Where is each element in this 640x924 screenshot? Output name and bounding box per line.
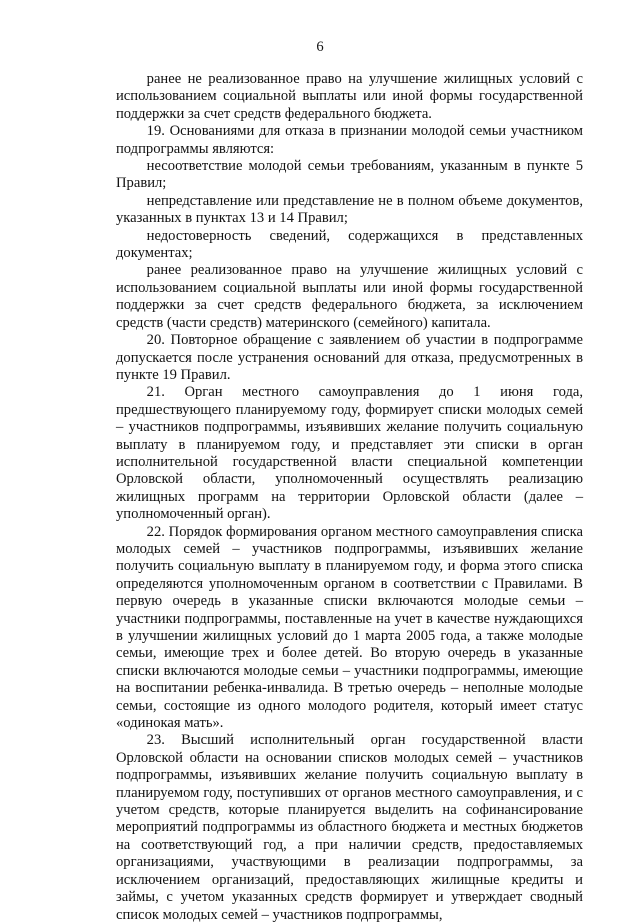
paragraph-prior-right-realized: ранее реализованное право на улучшение жилищных условий с использованием социальной выплаты или иной формы государственной поддержки за счет средств федерального бюджета, за исключением средств (части средств) материнского (семейного) капитала. (116, 262, 583, 331)
paragraph-item-19-refusal-grounds: 19. Основаниями для отказа в признании молодой семьи участником подпрограммы являются: (116, 123, 583, 157)
page-number: 6 (316, 39, 324, 55)
paragraph-prior-right-unrealized: ранее не реализованное право на улучшение жилищных условий с использованием социальной выплаты или иной формы государственной поддержки за счет средств федерального бюджета. (116, 71, 583, 122)
document-body (116, 71, 583, 924)
paragraph-unreliable-information: недостоверность сведений, содержащихся в представленных документах; (116, 227, 583, 262)
paragraph-item-23-consolidated-list: 23. Высший исполнительный орган государственной власти Орловской области на основании списков молодых семей – участников подпрограммы, изъявивших желание получить социальную выплату в планируемом году, поступивших от органов местного самоуправления, и с учетом средств, которые планируется выделить на софинансирование мероприятий подпрограммы из областного бюджета и местных бюджетов на соответствующий год, а при наличии средств, предоставляемых организациями, участвующими в реализации подпрограммы, за исключением организаций, предоставляющих жилищные кредиты и займы, с учетом указанных средств формирует и утверждает сводный список молодых семей – участников подпрограммы, (116, 732, 583, 923)
paragraph-item-21-lists-formation: 21. Орган местного самоуправления до 1 июня года, предшествующего планируемому году, формирует списки молодых семей – участников подпрограммы, изъявивших желание получить социальную выплату в планируемом году, и представляет эти списки в орган исполнительной государственной власти специальной компетенции Орловской области, уполномоченный осуществлять реализацию жилищных программ на территории Орловской области (далее – уполномоченный орган). (116, 384, 583, 523)
paragraph-documents-not-submitted: непредставление или представление не в полном объеме документов, указанных в пунктах 13 и 14 Правил; (116, 192, 583, 227)
paragraph-noncompliance-requirements: несоответствие молодой семьи требованиям, указанным в пункте 5 Правил; (116, 158, 583, 192)
paragraph-item-22-list-procedure: 22. Порядок формирования органом местного самоуправления списка молодых семей – участников подпрограммы, изъявивших желание получить социальную выплату в планируемом году, и форма этого списка определяются уполномоченным органом в соответствии с Правилами. В первую очередь в указанные списки включаются молодые семьи – участники подпрограммы, поставленные на учет в качестве нуждающихся в улучшении жилищных условий до 1 марта 2005 года, а также молодые семьи, имеющие трех и более детей. Во вторую очередь в указанные списки включаются молодые семьи – участники подпрограммы, имеющие на воспитании ребенка-инвалида. В третью очередь – неполные молодые семьи, состоящие из одного молодого родителя, который имеет статус «одинокая мать». (116, 523, 583, 732)
paragraph-item-20-repeat-application: 20. Повторное обращение с заявлением об участии в подпрограмме допускается после устранения оснований для отказа, предусмотренных в пункте 19 Правил. (116, 332, 583, 383)
